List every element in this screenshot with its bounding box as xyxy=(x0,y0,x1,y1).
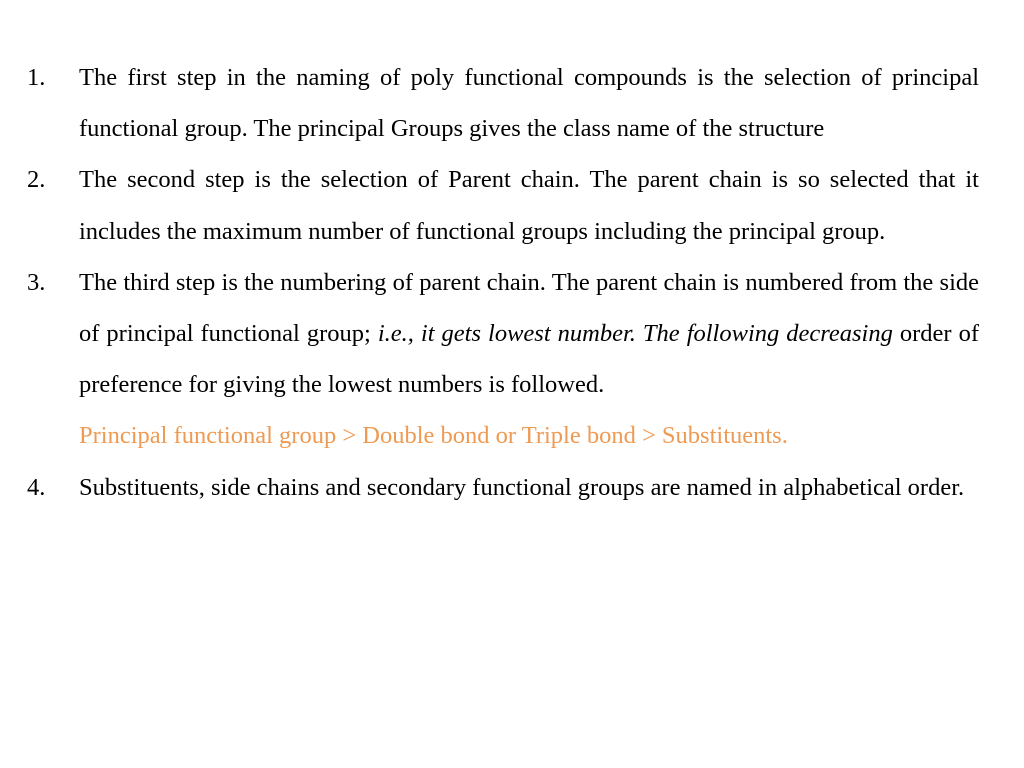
rule-text-part: The third step is the numbering of parent chain. The parent chain is numbered from the side of principal functional group; xyxy=(79,268,979,348)
rule-number: 4. xyxy=(27,473,46,501)
rule-number: 2. xyxy=(27,166,46,194)
rule-item-3 xyxy=(27,257,979,462)
rule-text: Substituents, side chains and secondary functional groups are named in alphabetical order. xyxy=(79,473,965,501)
preference-order-note: Principal functional group > Double bond or Triple bond > Substituents. xyxy=(79,422,788,450)
naming-rules-list xyxy=(27,52,979,513)
rule-text: The first step in the naming of poly functional compounds is the selection of principal functional group. The principal Groups gives the class name of the structure xyxy=(79,64,979,143)
rule-item-1 xyxy=(27,52,979,154)
rule-text: The second step is the selection of Parent chain. The parent chain is so selected that it includes the maximum number of functional groups including the principal group. xyxy=(79,166,979,245)
rule-text xyxy=(79,257,979,411)
rule-number: 3. xyxy=(27,268,46,296)
rule-text-italic: i.e., it gets lowest number. The following decreasing xyxy=(377,320,893,348)
rule-item-2 xyxy=(27,154,979,256)
rule-item-4 xyxy=(27,462,979,513)
rule-text-part: order of preference for giving the lowest numbers is followed. xyxy=(79,320,980,399)
rule-number: 1. xyxy=(27,64,46,91)
